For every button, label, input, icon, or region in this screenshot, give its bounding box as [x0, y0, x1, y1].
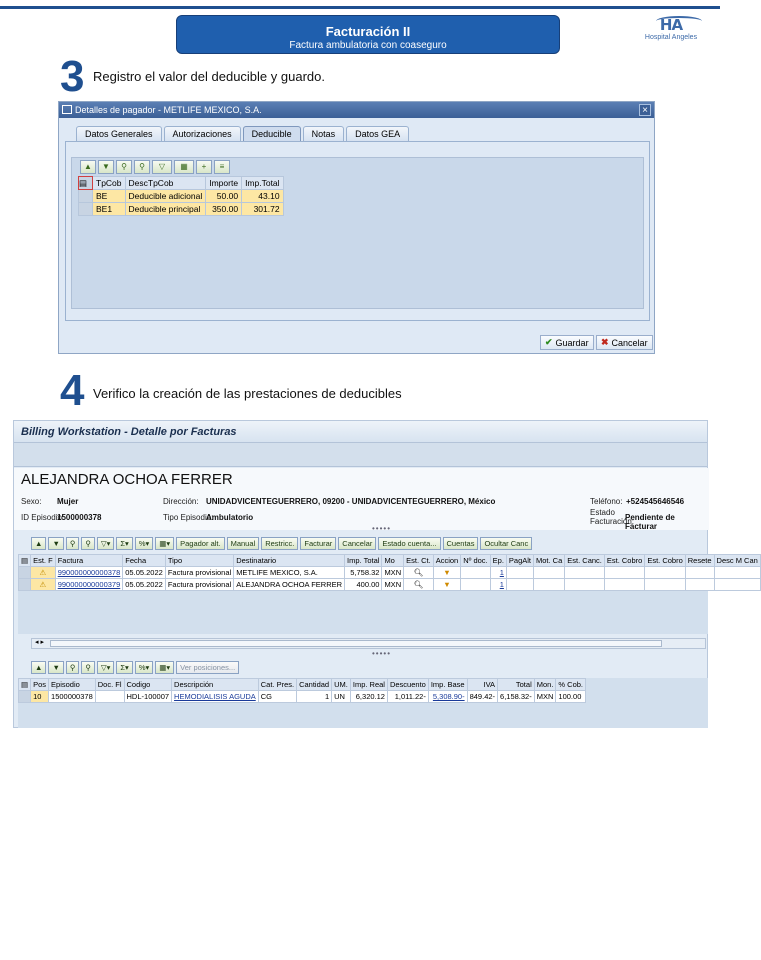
row-selector[interactable]: [79, 203, 93, 216]
invoice-grid: [18, 554, 758, 634]
header-title-box: [176, 15, 560, 54]
table-row[interactable]: [79, 190, 284, 203]
step-4-text: Verifico la creación de las prestaciones de deducibles: [93, 386, 402, 401]
tab-notas[interactable]: Notas: [303, 126, 345, 141]
column-header: Descuento: [387, 679, 428, 691]
table-cell: 6,320.12: [350, 691, 387, 703]
table-cell: 1,011.22-: [387, 691, 428, 703]
find-next-icon[interactable]: ⚲: [81, 537, 95, 550]
billing-workstation-window: [13, 420, 758, 728]
select-all-icon[interactable]: ▤: [79, 177, 93, 190]
column-header: Imp. Real: [350, 679, 387, 691]
invoice-toolbar: [31, 537, 532, 552]
table-cell: 400.00: [345, 579, 382, 591]
column-header: Imp.Total: [242, 177, 284, 190]
patient-name: ALEJANDRA OCHOA FERRER: [21, 471, 233, 488]
search-icon[interactable]: 🔍︎: [404, 579, 434, 591]
find-icon[interactable]: ⚲: [116, 160, 132, 174]
warning-icon: ⚠: [31, 579, 56, 591]
episodio-value: 1500000378: [57, 513, 102, 522]
column-header: Pos: [31, 679, 49, 691]
window-icon: [62, 105, 72, 114]
step-3-text: Registro el valor del deducible y guardo.: [93, 69, 325, 84]
table-cell: [685, 579, 714, 591]
dialog-title: Detalles de pagador - METLIFE MEXICO, S.A.: [75, 105, 262, 115]
table-cell: 05.05.2022: [123, 567, 166, 579]
direccion-label: Dirección:: [163, 497, 199, 506]
table-cell[interactable]: 350.00: [206, 203, 242, 216]
column-header: IVA: [467, 679, 497, 691]
column-header: Descripción: [172, 679, 259, 691]
column-header: Total: [498, 679, 535, 691]
table-cell: 6,158.32-: [498, 691, 535, 703]
table-cell: 05.05.2022: [123, 579, 166, 591]
cancel-icon: ✖: [601, 337, 609, 347]
telefono-value: +524545646546: [626, 497, 685, 506]
column-header: Imp. Total: [345, 555, 382, 567]
positions-table: [18, 678, 586, 703]
table-header-row: [19, 555, 761, 567]
table-cell: BE: [93, 190, 126, 203]
find-next-icon[interactable]: ⚲: [81, 661, 95, 674]
action-icon[interactable]: ▼: [433, 567, 461, 579]
invoice-number-link[interactable]: 990000000000379: [55, 579, 123, 591]
table-cell: MXN: [382, 579, 404, 591]
column-header: Est. Cobro: [604, 555, 644, 567]
close-icon[interactable]: ×: [639, 104, 651, 116]
column-header: UM.: [332, 679, 351, 691]
table-cell: [534, 567, 565, 579]
column-header: Resete: [685, 555, 714, 567]
splitter-handle[interactable]: •••••: [372, 524, 392, 533]
table-cell: 301.72: [242, 203, 284, 216]
episodio-label: ID Episodio:: [21, 513, 65, 522]
action-icon[interactable]: ▼: [433, 579, 461, 591]
top-decorative-band: [0, 6, 720, 9]
invoice-number-link[interactable]: 990000000000378: [55, 567, 123, 579]
table-cell: [645, 567, 685, 579]
filter-icon[interactable]: ▽▾: [97, 661, 115, 674]
tab-datos-gea[interactable]: Datos GEA: [346, 126, 409, 141]
check-icon: ✔: [545, 337, 553, 347]
table-cell: HDL-100007: [124, 691, 172, 703]
table-cell: [604, 567, 644, 579]
table-row[interactable]: [79, 203, 284, 216]
table-cell: CG: [258, 691, 296, 703]
table-cell: [506, 579, 533, 591]
table-cell: 43.10: [242, 190, 284, 203]
cancel-button[interactable]: [596, 335, 653, 350]
deducible-grid: [71, 157, 644, 309]
table-cell: [714, 579, 760, 591]
page-subtitle: Factura ambulatoria con coaseguro: [289, 40, 447, 51]
table-cell: [461, 567, 490, 579]
column-header: Est. F: [31, 555, 56, 567]
table-cell: [714, 567, 760, 579]
estado-label: Estado Facturación:: [590, 508, 635, 526]
table-cell: MXN: [382, 567, 404, 579]
column-header: Factura: [55, 555, 123, 567]
cuentas-button[interactable]: Cuentas: [443, 537, 479, 550]
layout-icon[interactable]: ▦▾: [155, 661, 174, 674]
column-header: Mo: [382, 555, 404, 567]
column-header: Mon.: [534, 679, 556, 691]
table-cell: [645, 579, 685, 591]
append-row-icon[interactable]: +: [196, 160, 212, 174]
row-selector[interactable]: [19, 579, 31, 591]
sort-desc-icon[interactable]: ▼: [98, 160, 114, 174]
table-row[interactable]: [19, 691, 586, 703]
ver-posiciones-button[interactable]: Ver posiciones...: [176, 661, 239, 674]
sort-desc-icon[interactable]: ▼: [48, 537, 63, 550]
search-icon[interactable]: 🔍︎: [404, 567, 434, 579]
table-header-row: [79, 177, 284, 190]
column-header: Accion: [433, 555, 461, 567]
restricc-button[interactable]: Restricc.: [261, 537, 298, 550]
scrollbar-thumb[interactable]: [50, 640, 662, 647]
column-header: Est. Cobro: [645, 555, 685, 567]
column-header: TpCob: [93, 177, 126, 190]
sort-desc-icon[interactable]: ▼: [48, 661, 63, 674]
column-header: Est. Canc.: [565, 555, 605, 567]
sort-asc-icon[interactable]: ▲: [80, 160, 96, 174]
insert-row-icon[interactable]: ≡: [214, 160, 230, 174]
table-cell: BE1: [93, 203, 126, 216]
table-cell: [685, 567, 714, 579]
table-cell: [534, 579, 565, 591]
table-cell: [506, 567, 533, 579]
table-cell: [604, 579, 644, 591]
cancelar-button[interactable]: Cancelar: [338, 537, 376, 550]
description-link[interactable]: HEMODIALISIS AGUDA: [172, 691, 259, 703]
find-icon[interactable]: ⚲: [66, 537, 80, 550]
column-header: Destinatario: [234, 555, 345, 567]
logo-mark: HA: [659, 16, 683, 34]
table-cell: ALEJANDRA OCHOA FERRER: [234, 579, 345, 591]
page-title: Facturación II: [325, 24, 411, 39]
step-4-number: 4: [60, 366, 85, 415]
table-cell: 5,758.32: [345, 567, 382, 579]
table-cell: METLIFE MEXICO, S.A.: [234, 567, 345, 579]
table-cell: [461, 579, 490, 591]
sexo-value: Mujer: [57, 497, 79, 506]
estado-value: Pendiente de Facturar: [625, 513, 675, 531]
sum-icon[interactable]: Σ▾: [116, 537, 132, 550]
episode-link[interactable]: 1: [490, 579, 506, 591]
select-all-icon[interactable]: ▤: [19, 555, 31, 567]
column-header: Ep.: [490, 555, 506, 567]
logo-text: Hospital Angeles: [644, 34, 698, 41]
horizontal-scrollbar[interactable]: [31, 638, 706, 649]
sexo-label: Sexo:: [21, 497, 42, 506]
ocultar-canc-button[interactable]: Ocultar Canc: [480, 537, 532, 550]
scroll-left-icon[interactable]: ◂ ▸: [35, 639, 44, 646]
pagador-alt-button[interactable]: Pagador alt.: [176, 537, 224, 550]
payer-details-dialog: [58, 101, 655, 354]
tipo-value: Ambulatorio: [206, 513, 254, 522]
table-cell: Factura provisional: [165, 579, 233, 591]
column-header: Mot. Ca: [534, 555, 565, 567]
splitter-handle[interactable]: •••••: [372, 649, 392, 658]
column-header: Importe: [206, 177, 242, 190]
table-cell: 1500000378: [49, 691, 96, 703]
column-header: Codigo: [124, 679, 172, 691]
tipo-label: Tipo Episodio:: [163, 513, 214, 522]
column-header: % Cob.: [556, 679, 586, 691]
layout-icon[interactable]: ▦▾: [155, 537, 174, 550]
estado-cuenta-button[interactable]: Estado cuenta...: [378, 537, 440, 550]
tab-autorizaciones[interactable]: Autorizaciones: [164, 126, 241, 141]
table-cell[interactable]: 50.00: [206, 190, 242, 203]
invoice-table: [18, 554, 761, 591]
row-selector[interactable]: [79, 190, 93, 203]
window-title: Billing Workstation - Detalle por Facturas: [14, 421, 707, 443]
patient-header: [14, 468, 709, 530]
sort-asc-icon[interactable]: ▲: [31, 537, 46, 550]
filter-icon[interactable]: ▽▾: [97, 537, 115, 550]
warning-icon: ⚠: [31, 567, 56, 579]
table-row[interactable]: [19, 579, 761, 591]
save-button[interactable]: [540, 335, 594, 350]
cancel-label: Cancelar: [611, 337, 648, 348]
table-cell: 1: [297, 691, 332, 703]
deducible-table: [78, 176, 284, 216]
column-header: Episodio: [49, 679, 96, 691]
column-header: DescTpCob: [125, 177, 206, 190]
table-header-row: [19, 679, 586, 691]
select-all-icon[interactable]: ▤: [19, 679, 31, 691]
filter-icon[interactable]: ▽: [152, 160, 172, 174]
manual-button[interactable]: Manual: [227, 537, 260, 550]
table-cell: MXN: [534, 691, 556, 703]
application-toolbar: [14, 443, 707, 467]
find-icon[interactable]: ⚲: [66, 661, 80, 674]
column-header: Desc M Can: [714, 555, 760, 567]
row-selector[interactable]: [19, 567, 31, 579]
positions-toolbar: [31, 661, 239, 676]
table-cell: Factura provisional: [165, 567, 233, 579]
table-cell: [95, 691, 124, 703]
sum-icon[interactable]: Σ▾: [116, 661, 132, 674]
telefono-label: Teléfono:: [590, 497, 623, 506]
column-header: Cantidad: [297, 679, 332, 691]
facturar-button[interactable]: Facturar: [300, 537, 336, 550]
grid-toolbar: [80, 160, 230, 175]
subtotal-icon[interactable]: %▾: [135, 661, 153, 674]
column-header: Imp. Base: [428, 679, 467, 691]
table-cell: 100.00: [556, 691, 586, 703]
table-cell: [565, 579, 605, 591]
sort-asc-icon[interactable]: ▲: [31, 661, 46, 674]
table-cell: UN: [332, 691, 351, 703]
column-header: Nº doc.: [461, 555, 490, 567]
dialog-title-bar: [59, 102, 654, 118]
row-selector[interactable]: [19, 691, 31, 703]
column-header: PagAlt: [506, 555, 533, 567]
find-next-icon[interactable]: ⚲: [134, 160, 150, 174]
table-row[interactable]: [19, 567, 761, 579]
layout-icon[interactable]: ▦: [174, 160, 194, 174]
save-label: Guardar: [555, 337, 589, 348]
direccion-value: UNIDADVICENTEGUERRERO, 09200 - UNIDADVICENTEGUERRERO, México: [206, 497, 496, 506]
column-header: Fecha: [123, 555, 166, 567]
column-header: Tipo: [165, 555, 233, 567]
column-header: Cat. Pres.: [258, 679, 296, 691]
table-cell: 10: [31, 691, 49, 703]
table-cell: Deducible principal: [125, 203, 206, 216]
step-3-number: 3: [60, 52, 85, 101]
episode-link[interactable]: 1: [490, 567, 506, 579]
tab-datos-generales[interactable]: Datos Generales: [76, 126, 162, 141]
tab-deducible[interactable]: Deducible: [243, 126, 301, 141]
table-cell: 849.42-: [467, 691, 497, 703]
subtotal-icon[interactable]: %▾: [135, 537, 153, 550]
positions-grid: [18, 678, 708, 728]
dialog-tabs: [76, 126, 411, 142]
table-cell: [565, 567, 605, 579]
base-amount-link[interactable]: 5,308.90-: [428, 691, 467, 703]
hospital-logo: [638, 16, 704, 50]
column-header: Est. Ct.: [404, 555, 434, 567]
table-cell: Deducible adicional: [125, 190, 206, 203]
deducible-tab-panel: [65, 141, 650, 321]
logo-arc-icon: [656, 16, 702, 26]
column-header: Doc. Fl: [95, 679, 124, 691]
